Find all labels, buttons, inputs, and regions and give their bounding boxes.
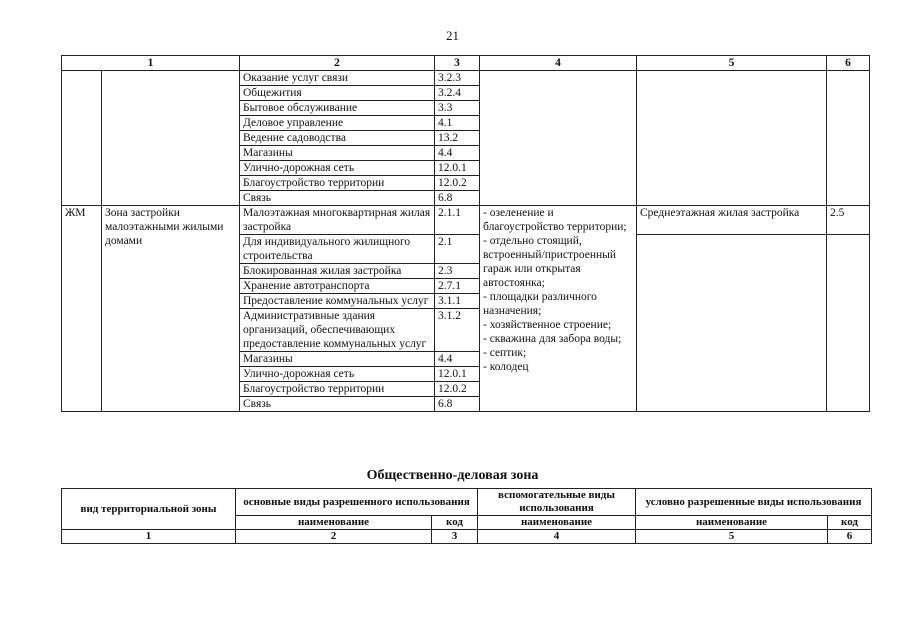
use-name: Магазины [240,146,435,161]
empty-cell [637,235,827,412]
table-row [62,71,870,86]
header-main-name: наименование [236,516,432,530]
use-code: 6.8 [435,397,480,412]
use-name: Для индивидуального жилищного строительства [240,235,435,264]
auxiliary-uses-cell [480,71,637,206]
column-number: 2 [240,56,435,71]
use-name: Благоустройство территории [240,382,435,397]
use-code: 3.1.1 [435,294,480,309]
use-code: 4.4 [435,146,480,161]
use-name: Связь [240,397,435,412]
use-code: 6.8 [435,191,480,206]
conditional-name-cell [637,71,827,206]
use-code: 4.4 [435,352,480,367]
column-number: 5 [636,530,828,544]
use-name: Оказание услуг связи [240,71,435,86]
public-business-zone-table [61,488,872,544]
use-name: Блокированная жилая застройка [240,264,435,279]
use-code: 2.1.1 [435,206,480,235]
zones-table [61,55,870,412]
empty-cell [827,235,870,412]
use-name: Административные здания организаций, обеспечивающих предоставление коммунальных услуг [240,309,435,352]
column-number: 5 [637,56,827,71]
zone-code: ЖМ [62,206,102,412]
use-code: 2.1 [435,235,480,264]
use-code: 12.0.2 [435,382,480,397]
header-zone-type: вид территориальной зоны [62,489,236,530]
header-main-code: код [432,516,478,530]
column-number: 3 [432,530,478,544]
page-number: 21 [446,28,459,43]
header-cond-name: наименование [636,516,828,530]
use-name: Хранение автотранспорта [240,279,435,294]
zone-name: Зона застройки малоэтажными жилыми домами [102,206,240,412]
column-number: 2 [236,530,432,544]
zone-code-cell [62,71,102,206]
zone-name-cell [102,71,240,206]
column-number: 4 [480,56,637,71]
conditional-use-name: Среднеэтажная жилая застройка [637,206,827,235]
use-code: 12.0.1 [435,367,480,382]
column-numbers-row [62,56,870,71]
column-number: 3 [435,56,480,71]
use-code: 3.2.3 [435,71,480,86]
conditional-use-code: 2.5 [827,206,870,235]
use-code: 3.3 [435,101,480,116]
header-conditional-uses: условно разрешенные виды использования [636,489,872,516]
use-code: 4.1 [435,116,480,131]
use-code: 12.0.2 [435,176,480,191]
use-code: 2.7.1 [435,279,480,294]
column-number: 1 [62,56,240,71]
header-aux-name: наименование [478,516,636,530]
use-name: Предоставление коммунальных услуг [240,294,435,309]
use-code: 2.3 [435,264,480,279]
use-name: Магазины [240,352,435,367]
auxiliary-uses: - озеленение и благоустройство территории; - отдельно стоящий, встроенный/пристроенный гараж или открытая автостоянка; - площадки различного назначения; - хозяйственное строение; - скважина для забора воды; - септик; - колодец [480,206,637,412]
conditional-code-cell [827,71,870,206]
use-name: Улично-дорожная сеть [240,161,435,176]
header-cond-code: код [828,516,872,530]
use-name: Ведение садоводства [240,131,435,146]
use-code: 3.1.2 [435,309,480,352]
use-name: Малоэтажная многоквартирная жилая застройка [240,206,435,235]
column-number: 6 [827,56,870,71]
use-name: Деловое управление [240,116,435,131]
column-number: 1 [62,530,236,544]
table-row [62,206,870,235]
header-main-uses: основные виды разрешенного использования [236,489,478,516]
use-name: Связь [240,191,435,206]
use-code: 13.2 [435,131,480,146]
use-name: Общежития [240,86,435,101]
use-name: Благоустройство территории [240,176,435,191]
section-title: Общественно-деловая зона [366,468,539,483]
column-number: 4 [478,530,636,544]
use-code: 12.0.1 [435,161,480,176]
use-name: Улично-дорожная сеть [240,367,435,382]
use-name: Бытовое обслуживание [240,101,435,116]
use-code: 3.2.4 [435,86,480,101]
header-aux-uses: вспомогательные виды использования [478,489,636,516]
column-number: 6 [828,530,872,544]
